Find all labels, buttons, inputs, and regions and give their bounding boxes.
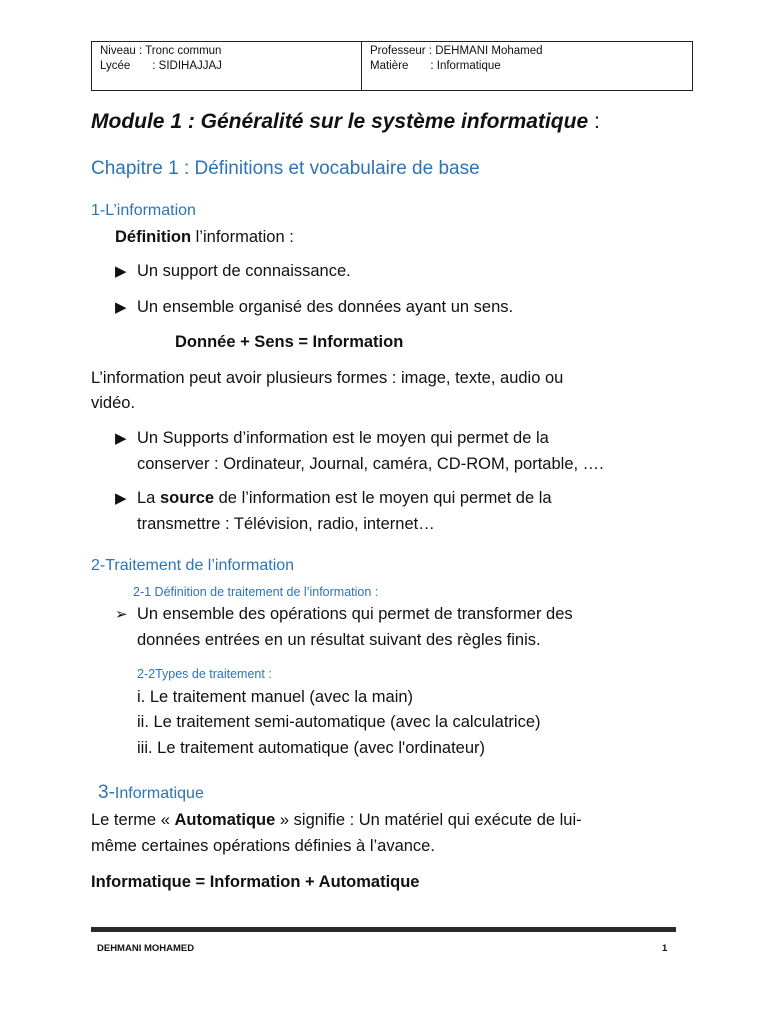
- footer-page-number: 1: [662, 943, 668, 954]
- module-title: Module 1 : Généralité sur le système informatique :: [91, 110, 600, 133]
- definition-line: Définition l’information :: [115, 228, 294, 246]
- triangle-bullet-icon: ▶: [115, 430, 127, 447]
- automatique-paragraph-line2: même certaines opérations définies à l’avance.: [91, 837, 435, 855]
- header-left-cell: [92, 42, 362, 90]
- header-right-cell: [362, 42, 692, 90]
- chapter-title: Chapitre 1 : Définitions et vocabulaire de base: [91, 158, 480, 179]
- automatique-paragraph-line1: Le terme « Automatique » signifie : Un matériel qui exécute de lui-: [91, 811, 582, 829]
- bullet-support: ▶ Un support de connaissance.: [115, 262, 351, 280]
- matiere-label: Matière: [370, 60, 409, 72]
- section-2-heading: 2-Traitement de l’information: [91, 557, 295, 574]
- bullet-source-line1: ▶ La source de l’information est le moyen qui permet de la: [115, 489, 552, 507]
- lycee-label: Lycée: [100, 60, 131, 72]
- section-3-heading: 3-Informatique: [98, 782, 204, 803]
- formula-information: Donnée + Sens = Information: [175, 333, 404, 351]
- arrow-bullet-icon: ➢: [115, 606, 128, 623]
- list-item: ii. Le traitement semi-automatique (avec la calculatrice): [137, 713, 541, 731]
- lycee-value: : SIDIHAJJAJ: [152, 60, 222, 72]
- matiere-row: [370, 59, 684, 74]
- niveau-label: Niveau : Tronc commun: [100, 45, 222, 57]
- bullet-supports-line2: conserver : Ordinateur, Journal, caméra, CD-ROM, portable, ….: [137, 455, 604, 473]
- footer-rule: [91, 927, 676, 932]
- bullet-source-line2: transmettre : Télévision, radio, internet…: [137, 515, 435, 533]
- prof-label: Professeur : DEHMANI Mohamed: [370, 45, 543, 57]
- list-item: i. Le traitement manuel (avec la main): [137, 688, 414, 706]
- subsection-2-2: 2-2Types de traitement :: [137, 667, 272, 681]
- bullet-ensemble: ▶ Un ensemble organisé des données ayant un sens.: [115, 298, 514, 316]
- formula-informatique: Informatique = Information + Automatique: [91, 873, 420, 891]
- bullet-operations-line1: ➢ Un ensemble des opérations qui permet de transformer des: [115, 605, 573, 623]
- header-table: [91, 41, 693, 91]
- matiere-value: : Informatique: [430, 60, 501, 72]
- bullet-operations-line2: données entrées en un résultat suivant des règles finis.: [137, 631, 541, 649]
- forms-paragraph-line2: vidéo.: [91, 394, 136, 412]
- lycee-row: [100, 59, 353, 74]
- bullet-supports-line1: ▶ Un Supports d’information est le moyen qui permet de la: [115, 429, 549, 447]
- triangle-bullet-icon: ▶: [115, 490, 127, 507]
- forms-paragraph-line1: L’information peut avoir plusieurs formes : image, texte, audio ou: [91, 369, 564, 387]
- triangle-bullet-icon: ▶: [115, 263, 127, 280]
- section-1-heading: 1-L’information: [91, 202, 196, 219]
- list-item: iii. Le traitement automatique (avec l'ordinateur): [137, 739, 485, 757]
- triangle-bullet-icon: ▶: [115, 299, 127, 316]
- subsection-2-1: 2-1 Définition de traitement de l’information :: [133, 585, 379, 599]
- footer-author: DEHMANI MOHAMED: [97, 943, 195, 954]
